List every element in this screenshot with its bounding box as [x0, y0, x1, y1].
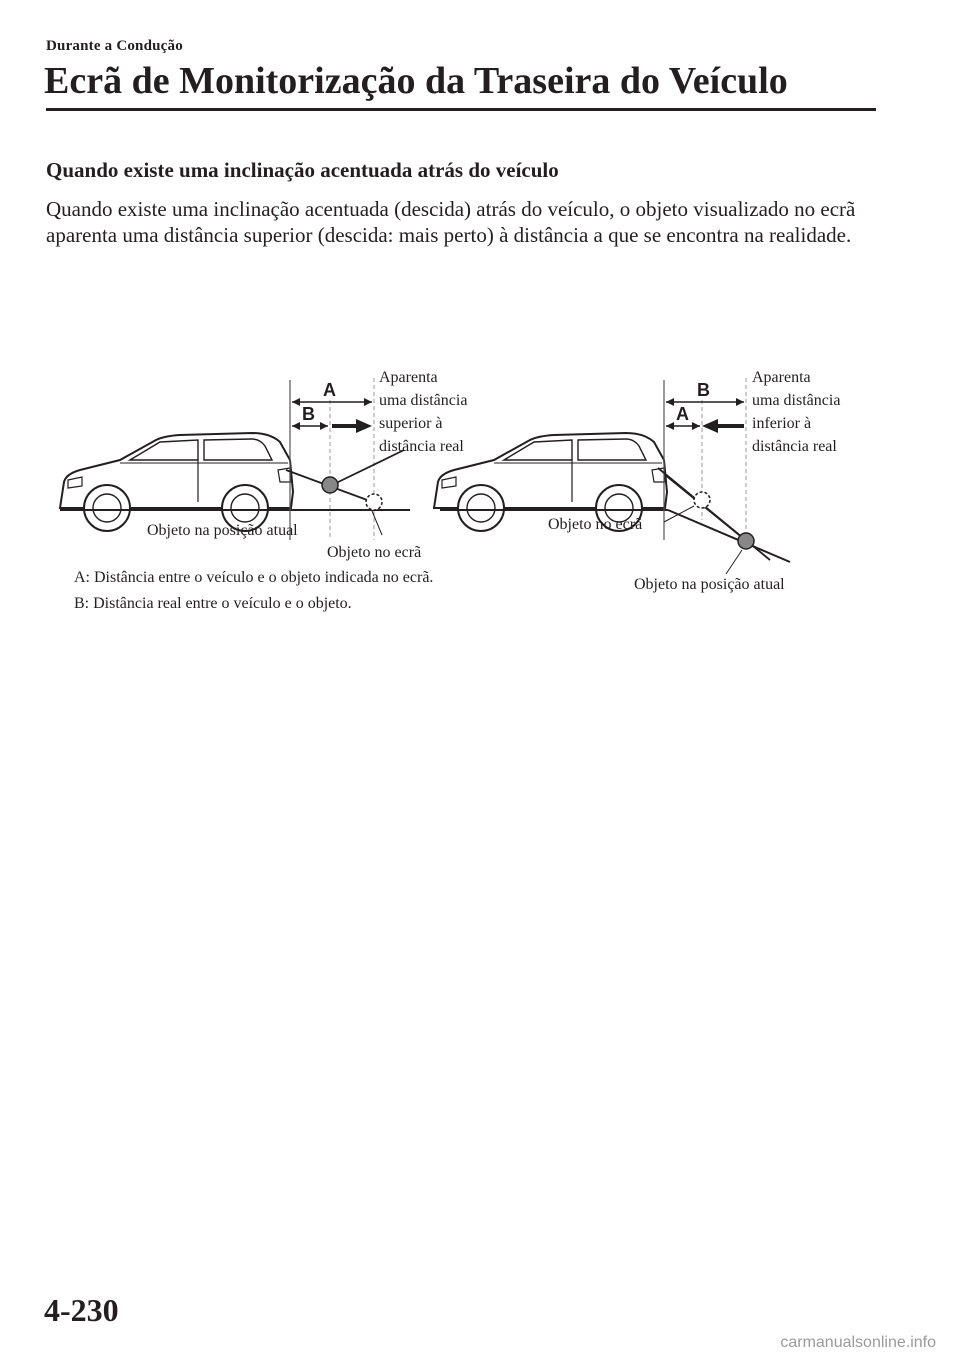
- right-note: Aparenta uma distância inferior à distância real: [752, 369, 841, 455]
- watermark: carmanualsonline.info: [780, 1334, 936, 1351]
- right-dim-bottom: A: [676, 404, 689, 424]
- right-screen-object: [694, 492, 710, 508]
- left-screen-object: [366, 494, 382, 510]
- legend-b: B: Distância real entre o veículo e o objeto.: [74, 595, 352, 612]
- right-actual-object: [738, 533, 754, 549]
- page-number: 4-230: [44, 1292, 119, 1328]
- section-label: Durante a Condução: [46, 38, 183, 54]
- left-note: Aparenta uma distância superior à distância real: [379, 369, 468, 455]
- left-label-screen: Objeto no ecrã: [327, 544, 422, 561]
- right-label-actual: Objeto na posição atual: [634, 576, 785, 593]
- left-actual-object: [322, 477, 338, 493]
- left-dim-bottom: B: [302, 404, 315, 424]
- subheading: Quando existe uma inclinação acentuada atrás do veículo: [46, 158, 559, 182]
- left-label-actual: Objeto na posição atual: [147, 522, 298, 539]
- car-left: [60, 433, 293, 531]
- right-label-screen: Objeto no ecrã: [548, 516, 643, 533]
- legend-a: A: Distância entre o veículo e o objeto indicada no ecrã.: [74, 569, 434, 586]
- right-dim-top: B: [697, 380, 710, 400]
- page-title: Ecrã de Monitorização da Traseira do Veículo: [44, 60, 788, 102]
- left-scene: [60, 369, 471, 561]
- body-paragraph: Quando existe uma inclinação acentuada (descida) atrás do veículo, o objeto visualizado no ecrã aparenta uma distância superior (descida: mais perto) à distância a que se encontra na realidade.: [46, 197, 856, 247]
- left-dim-top: A: [323, 380, 336, 400]
- right-scene: [434, 369, 844, 593]
